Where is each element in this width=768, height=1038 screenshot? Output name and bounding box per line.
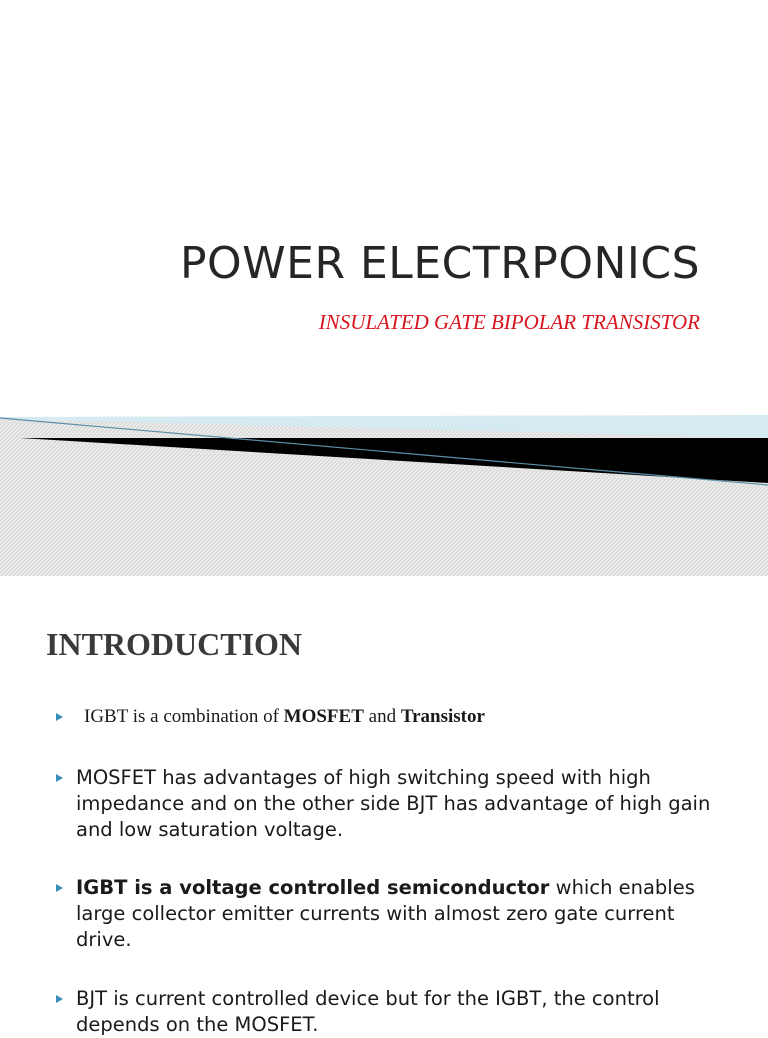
bullet-text-4: BJT is current controlled device but for the IGBT, the control depends on the MOSFET. [76, 987, 660, 1036]
bullet-item-3 [56, 875, 736, 953]
white-band [0, 405, 768, 417]
bullet3-rest: which enables large collector emitter currents with almost zero gate current drive. [76, 876, 695, 951]
bullet-arrow-icon [56, 713, 63, 721]
bullet1-bold-transistor: Transistor [400, 706, 485, 727]
bullet-text-1 [84, 704, 736, 730]
bullet1-pre: IGBT is a combination of [84, 706, 284, 727]
intro-slide [0, 576, 768, 1036]
slide-title: POWER ELECTRPONICS [179, 238, 700, 289]
bullet-item-1 [56, 704, 736, 730]
bullet-list [0, 576, 768, 1036]
bullet-item-4 [56, 986, 736, 1038]
bullet-arrow-icon [56, 884, 63, 892]
bullet3-bold: IGBT is a voltage controlled semiconductor [76, 876, 550, 899]
bullet-arrow-icon [56, 774, 63, 782]
bullet1-bold-mosfet: MOSFET [283, 706, 364, 727]
bullet-item-2 [56, 765, 736, 843]
decorative-swoosh [0, 405, 768, 576]
bullet-arrow-icon [56, 995, 63, 1003]
bullet1-mid: and [363, 706, 401, 727]
intro-heading: INTRODUCTION [46, 626, 303, 662]
slide-subtitle: INSULATED GATE BIPOLAR TRANSISTOR [318, 310, 700, 334]
bullet-text-3 [76, 875, 736, 953]
bullet-text-2: MOSFET has advantages of high switching speed with high impedance and on the other side BJT has advantage of high gain and low saturation voltage. [76, 766, 711, 841]
